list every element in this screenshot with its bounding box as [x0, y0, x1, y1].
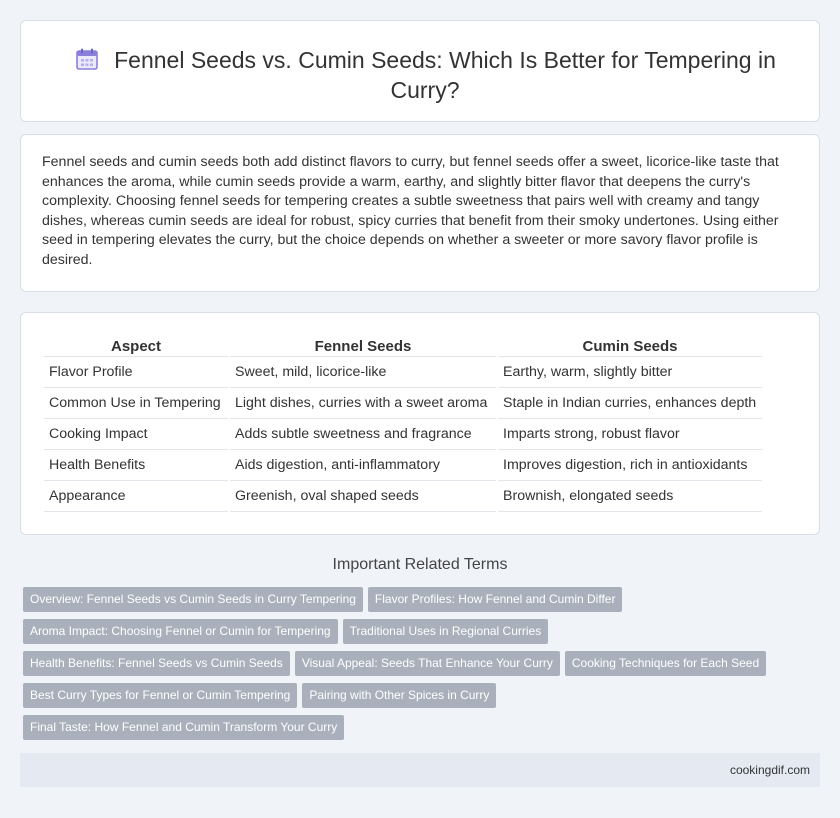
table-row — [44, 450, 762, 481]
tag-row — [23, 587, 823, 619]
table-cell: Light dishes, curries with a sweet aroma — [230, 388, 496, 419]
table-cell: Flavor Profile — [44, 357, 228, 388]
table-cell: Health Benefits — [44, 450, 228, 481]
table-cell: Common Use in Tempering — [44, 388, 228, 419]
tag-row — [23, 683, 823, 715]
comparison-card — [20, 312, 820, 535]
table-cell: Adds subtle sweetness and fragrance — [230, 419, 496, 450]
footer — [20, 753, 820, 787]
column-header-aspect: Aspect — [44, 333, 228, 357]
page-title: Fennel Seeds vs. Cumin Seeds: Which Is Better for Tempering in Curry? — [114, 47, 776, 103]
table-cell: Staple in Indian curries, enhances depth — [498, 388, 762, 419]
tag-row — [23, 715, 823, 747]
table-cell: Aids digestion, anti-inflammatory — [230, 450, 496, 481]
table-row — [44, 388, 762, 419]
table-cell: Improves digestion, rich in antioxidants — [498, 450, 762, 481]
table-cell: Imparts strong, robust flavor — [498, 419, 762, 450]
related-term-tag[interactable]: Pairing with Other Spices in Curry — [302, 683, 496, 708]
related-term-tag[interactable]: Flavor Profiles: How Fennel and Cumin Differ — [368, 587, 623, 612]
related-term-tag[interactable]: Final Taste: How Fennel and Cumin Transform Your Curry — [23, 715, 344, 740]
related-term-tag[interactable]: Aroma Impact: Choosing Fennel or Cumin for Tempering — [23, 619, 338, 644]
page-title-wrap — [61, 45, 789, 105]
table-cell: Earthy, warm, slightly bitter — [498, 357, 762, 388]
related-term-tag[interactable]: Traditional Uses in Regional Curries — [343, 619, 549, 644]
column-header-fennel: Fennel Seeds — [230, 333, 496, 357]
related-term-tag[interactable]: Overview: Fennel Seeds vs Cumin Seeds in Curry Tempering — [23, 587, 363, 612]
table-cell: Cooking Impact — [44, 419, 228, 450]
related-terms-list — [23, 587, 823, 747]
related-term-tag[interactable]: Visual Appeal: Seeds That Enhance Your Curry — [295, 651, 560, 676]
footer-site-name: cookingdif.com — [729, 763, 810, 777]
table-cell: Appearance — [44, 481, 228, 512]
related-term-tag[interactable]: Health Benefits: Fennel Seeds vs Cumin Seeds — [23, 651, 290, 676]
table-header-row — [44, 333, 762, 357]
table-row — [44, 481, 762, 512]
tag-row — [23, 619, 823, 651]
related-terms-heading: Important Related Terms — [332, 556, 508, 573]
table-row — [44, 419, 762, 450]
intro-paragraph: Fennel seeds and cumin seeds both add distinct flavors to curry, but fennel seeds offer a sweet, licorice-like taste that enhances the aroma, while cumin seeds provide a warm, earthy, and slightly bitter flavor that deepens the curry's complexity. Choosing fennel seeds for tempering creates a subtle sweetness that pairs well with creamy and tangy dishes, whereas cumin seeds are ideal for robust, spicy curries that benefit from their smoky undertones. Using either seed in tempering elevates the curry, but the choice depends on whether a sweeter or more savory flavor profile is desired. — [42, 154, 779, 268]
intro-card — [20, 134, 820, 292]
title-card — [20, 20, 820, 122]
table-row — [44, 357, 762, 388]
table-cell: Brownish, elongated seeds — [498, 481, 762, 512]
related-term-tag[interactable]: Best Curry Types for Fennel or Cumin Tempering — [23, 683, 297, 708]
comparison-table — [42, 333, 764, 512]
tag-row — [23, 651, 823, 683]
related-term-tag[interactable]: Cooking Techniques for Each Seed — [565, 651, 766, 676]
table-cell: Sweet, mild, licorice-like — [230, 357, 496, 388]
calendar-icon — [74, 46, 100, 72]
table-cell: Greenish, oval shaped seeds — [230, 481, 496, 512]
column-header-cumin: Cumin Seeds — [498, 333, 762, 357]
